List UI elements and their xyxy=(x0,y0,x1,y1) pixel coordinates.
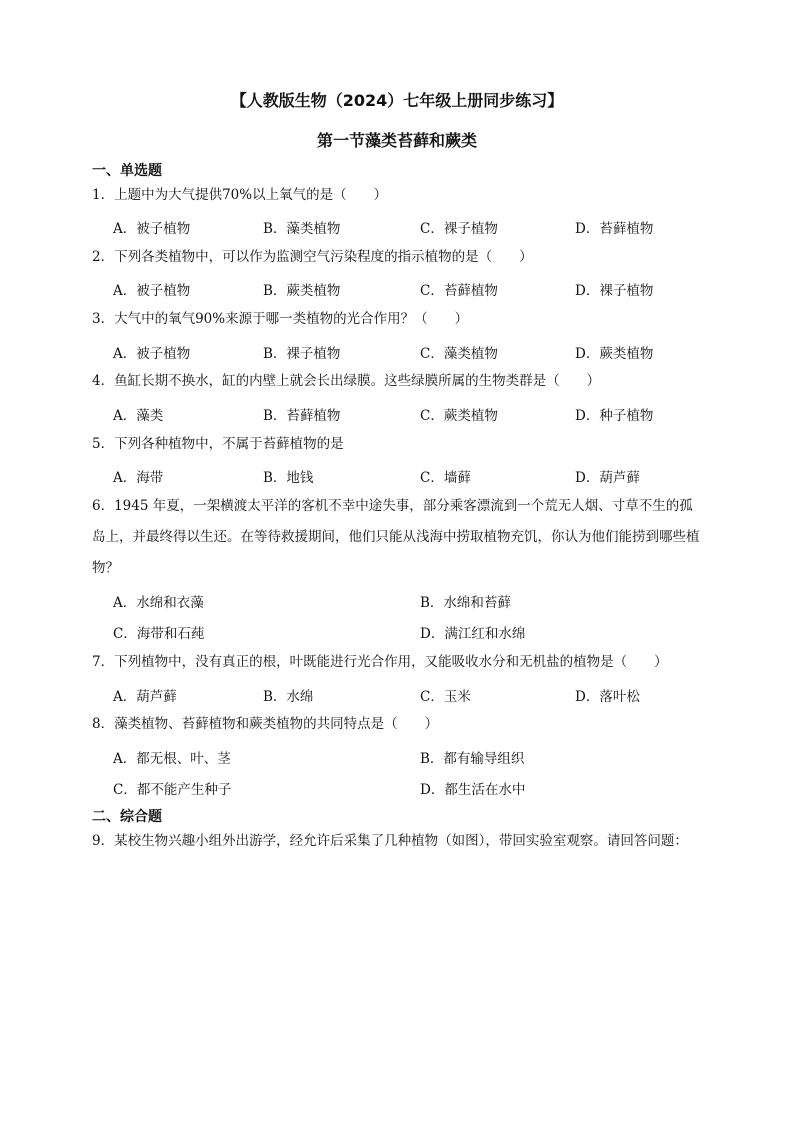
option-c: C．裸子植物 xyxy=(420,221,498,237)
option-c: C．苔藓植物 xyxy=(420,283,498,299)
option-c: C．墙藓 xyxy=(420,470,471,486)
option-a: A．被子植物 xyxy=(113,221,191,237)
question-7-options xyxy=(113,685,713,705)
option-c: C．藻类植物 xyxy=(420,346,498,362)
question-5-options xyxy=(113,466,713,486)
option-b: B．藻类植物 xyxy=(263,221,341,237)
option-d: D．蕨类植物 xyxy=(575,346,654,362)
option-d: D．种子植物 xyxy=(575,408,654,424)
document-title: 【人教版生物（2024）七年级上册同步练习】 xyxy=(230,91,564,110)
question-8-options-row-2 xyxy=(113,778,713,798)
option-c: C．蕨类植物 xyxy=(420,408,498,424)
option-d: D．裸子植物 xyxy=(575,283,654,299)
option-d: D．落叶松 xyxy=(575,689,640,705)
option-d: D．葫芦藓 xyxy=(575,470,640,486)
option-b: B．都有输导组织 xyxy=(420,751,525,767)
question-1: 1．上题中为大气提供70%以上氧气的是（ ） xyxy=(92,187,388,203)
question-6-options-row-2 xyxy=(113,622,713,642)
question-6: 6．1945 年夏，一架横渡太平洋的客机不幸中途失事，部分乘客漂流到一个荒无人烟、寸草不生的孤岛上，并最终得以生还。在等待救援期间，他们只能从浅海中捞取植物充饥，你认为他们能捞到哪些植物？ xyxy=(92,498,700,576)
option-a: A．海带 xyxy=(113,470,164,486)
question-3-options xyxy=(113,342,713,362)
option-b: B．蕨类植物 xyxy=(263,283,341,299)
option-c: C．玉米 xyxy=(420,689,471,705)
question-8: 8．藻类植物、苔藓植物和蕨类植物的共同特点是（ ） xyxy=(92,716,439,732)
option-a: A．葫芦藓 xyxy=(113,689,177,705)
question-4-options xyxy=(113,404,713,424)
option-a: A．水绵和衣藻 xyxy=(113,595,204,611)
document-subtitle: 第一节藻类苔藓和蕨类 xyxy=(316,131,477,150)
question-4: 4．鱼缸长期不换水，缸的内壁上就会长出绿膜。这些绿膜所属的生物类群是（ ） xyxy=(92,373,601,389)
option-a: A．都无根、叶、茎 xyxy=(113,751,231,767)
question-2: 2．下列各类植物中，可以作为监测空气污染程度的指示植物的是（ ） xyxy=(92,249,533,265)
option-a: A．藻类 xyxy=(113,408,164,424)
option-a: A．被子植物 xyxy=(113,283,191,299)
question-2-options xyxy=(113,279,713,299)
option-b: B．水绵和苔藓 xyxy=(420,595,511,611)
option-d: D．苔藓植物 xyxy=(575,221,654,237)
question-7: 7．下列植物中，没有真正的根，叶既能进行光合作用，又能吸收水分和无机盐的植物是（ ） xyxy=(92,654,668,670)
question-1-options xyxy=(113,217,713,237)
option-c: C．都不能产生种子 xyxy=(113,782,232,798)
question-5: 5．下列各种植物中，不属于苔藓植物的是 xyxy=(92,436,344,452)
option-a: A．被子植物 xyxy=(113,346,191,362)
question-9: 9．某校生物兴趣小组外出游学，经允许后采集了几种植物（如图），带回实验室观察。请回答问题： xyxy=(92,833,688,849)
section-heading-comprehensive: 二、综合题 xyxy=(92,809,162,825)
option-b: B．裸子植物 xyxy=(263,346,341,362)
question-8-options-row-1 xyxy=(113,747,713,767)
question-6-options-row-1 xyxy=(113,591,713,611)
option-b: B．水绵 xyxy=(263,689,314,705)
option-b: B．地钱 xyxy=(263,470,314,486)
option-c: C．海带和石莼 xyxy=(113,626,205,642)
option-b: B．苔藓植物 xyxy=(263,408,341,424)
section-heading-single-choice: 一、单选题 xyxy=(92,163,162,179)
option-d: D．都生活在水中 xyxy=(420,782,526,798)
question-3: 3．大气中的氧气90%来源于哪一类植物的光合作用？（ ） xyxy=(92,311,469,327)
option-d: D．满江红和水绵 xyxy=(420,626,526,642)
